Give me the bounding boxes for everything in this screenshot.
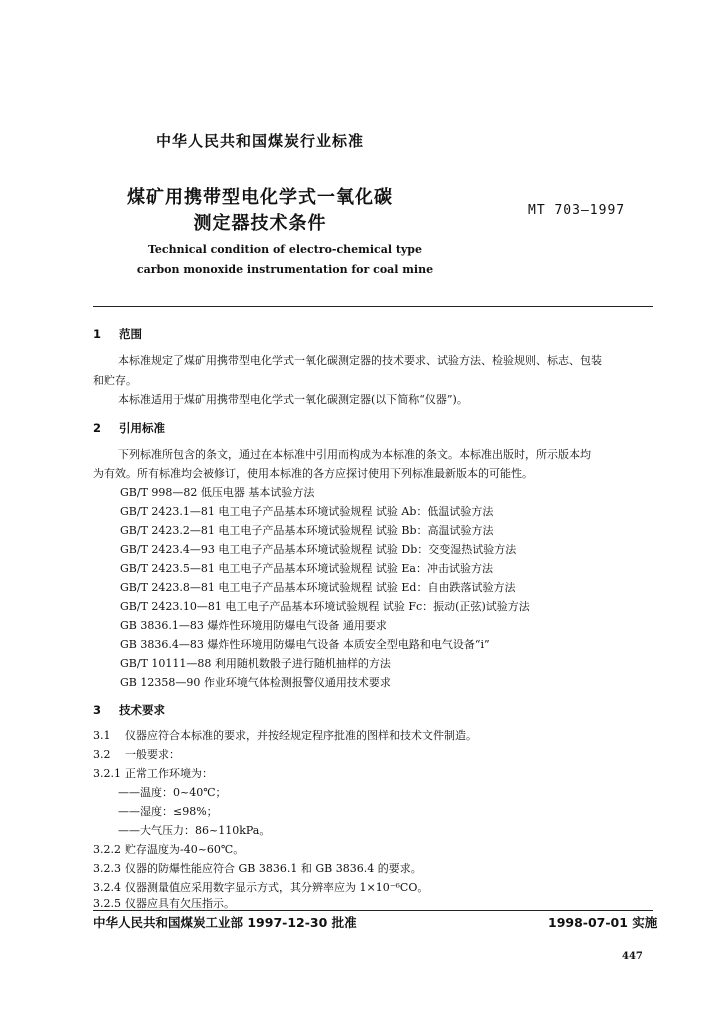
- section-title: 范围: [119, 327, 142, 341]
- reference-standard: GB/T 2423.5—81 电工电子产品基本环境试验规程 试验 Ea：冲击试验方法: [120, 562, 493, 575]
- clause-text: 仪器的防爆性能应符合 GB 3836.1 和 GB 3836.4 的要求。: [125, 862, 422, 875]
- clause-text: 仪器测量值应采用数字显示方式，其分辨率应为 1×10⁻⁶CO。: [125, 881, 429, 894]
- footer-divider: [93, 910, 653, 911]
- reference-standard: GB/T 2423.8—81 电工电子产品基本环境试验规程 试验 Ed：自由跌落试验方法: [120, 581, 516, 594]
- reference-standard: GB/T 2423.4—93 电工电子产品基本环境试验规程 试验 Db：交变湿热试验方法: [120, 543, 517, 556]
- clause-number: 3.2.1: [93, 767, 121, 780]
- clause-item: [93, 879, 428, 895]
- environment-condition: ——湿度：≤98%；: [118, 805, 218, 818]
- clause-number: 3.2.5: [93, 897, 121, 910]
- reference-standard: GB 12358—90 作业环境气体检测报警仪通用技术要求: [120, 676, 391, 689]
- header-divider: [93, 306, 653, 307]
- clause-item: [93, 765, 213, 781]
- section-2-paragraph-line-1: 下列标准所包含的条文，通过在本标准中引用而构成为本标准的条文。本标准出版时，所示版本均: [118, 448, 591, 461]
- section-1-paragraph-2: 本标准适用于煤矿用携带型电化学式一氧化碳测定器(以下简称“仪器”)。: [118, 393, 468, 406]
- clause-number: 3.2: [93, 748, 111, 761]
- clause-text: 仪器应符合本标准的要求，并按经规定程序批准的图样和技术文件制造。: [125, 729, 477, 742]
- section-title: 引用标准: [119, 421, 165, 435]
- clause-item: [93, 841, 244, 857]
- clause-number: 3.2.2: [93, 843, 121, 856]
- clause-item: [93, 895, 235, 911]
- document-title-line2: 测定器技术条件: [193, 213, 327, 234]
- section-1-heading: [93, 326, 142, 342]
- section-3-heading: [93, 702, 165, 718]
- clause-text: 贮存温度为-40~60℃。: [125, 843, 245, 856]
- clause-number: 3.1: [93, 729, 111, 742]
- reference-standard: GB/T 998—82 低压电器 基本试验方法: [120, 486, 315, 499]
- reference-standard: GB/T 10111—88 利用随机数骰子进行随机抽样的方法: [120, 657, 391, 670]
- reference-standard: GB/T 2423.10—81 电工电子产品基本环境试验规程 试验 Fc：振动(正弦)试验方法: [120, 600, 530, 613]
- clause-text: 仪器应具有欠压指示。: [125, 897, 235, 910]
- clause-item: [93, 860, 422, 876]
- standard-code: MT 703—1997: [528, 203, 626, 218]
- reference-standard: GB 3836.1—83 爆炸性环境用防爆电气设备 通用要求: [120, 619, 387, 632]
- clause-number: 3.2.4: [93, 881, 121, 894]
- clause-item: [93, 746, 180, 762]
- effective-date: 1998-07-01 实施: [548, 915, 658, 930]
- section-number: 2: [93, 421, 102, 435]
- section-2-paragraph-line-2: 为有效。所有标准均会被修订，使用本标准的各方应探讨使用下列标准最新版本的可能性。: [93, 467, 533, 480]
- reference-standard: GB/T 2423.2—81 电工电子产品基本环境试验规程 试验 Bb：高温试验方法: [120, 524, 494, 537]
- clause-item: [93, 727, 477, 743]
- english-title-line2: carbon monoxide instrumentation for coal mine: [136, 263, 434, 276]
- reference-standard: GB/T 2423.1—81 电工电子产品基本环境试验规程 试验 Ab：低温试验方法: [120, 505, 494, 518]
- clause-text: 一般要求：: [125, 748, 180, 761]
- clause-number: 3.2.3: [93, 862, 121, 875]
- reference-standard: GB 3836.4—83 爆炸性环境用防爆电气设备 本质安全型电路和电气设备“i”: [120, 638, 490, 651]
- section-number: 1: [93, 327, 102, 341]
- environment-condition: ——大气压力：86~110kPa。: [118, 824, 271, 837]
- page-number: 447: [622, 951, 643, 962]
- section-1-paragraph-1-line-2: 和贮存。: [93, 374, 137, 387]
- section-2-heading: [93, 420, 165, 436]
- section-number: 3: [93, 703, 102, 717]
- environment-condition: ——温度：0~40℃；: [118, 786, 227, 799]
- section-title: 技术要求: [119, 703, 165, 717]
- clause-text: 正常工作环境为：: [125, 767, 213, 780]
- english-title-line1: Technical condition of electro-chemical type: [147, 243, 422, 256]
- document-title-line1: 煤矿用携带型电化学式一氧化碳: [127, 187, 393, 208]
- approval-info: 中华人民共和国煤炭工业部 1997-12-30 批准: [93, 915, 357, 930]
- standard-series-title: 中华人民共和国煤炭行业标准: [155, 132, 364, 150]
- section-1-paragraph-1-line-1: 本标准规定了煤矿用携带型电化学式一氧化碳测定器的技术要求、试验方法、检验规则、标志、包装: [118, 354, 602, 367]
